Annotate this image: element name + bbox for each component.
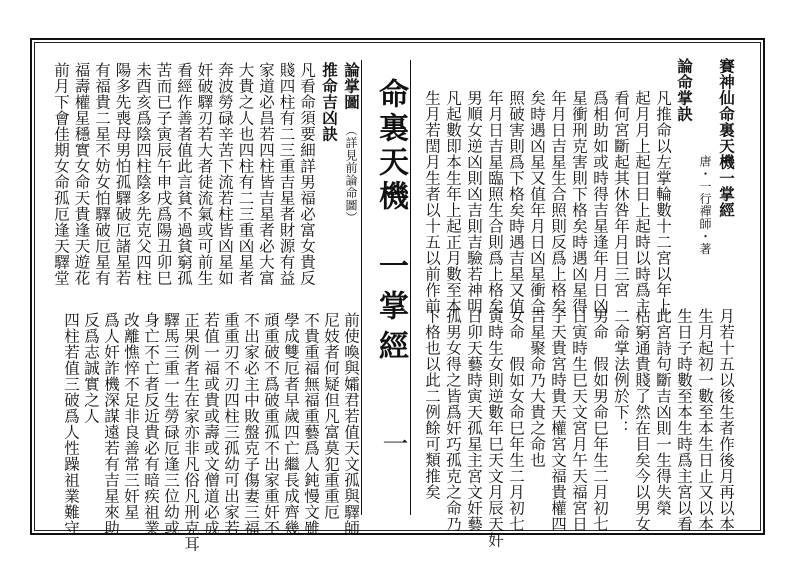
- text-line: 男命 假如男命巳年生二月初七: [591, 308, 609, 532]
- text-line: 福壽權星穩實女命天貴逢天遊花: [72, 62, 91, 286]
- text-line: 年月日吉星生合照則反爲上格矣: [549, 90, 567, 314]
- section-note: （詳見前論命圖）: [344, 124, 358, 224]
- section-heading: 論掌圖: [342, 62, 361, 110]
- text-line: 前月下會佳期女命孤厄逢天驛堂: [52, 62, 70, 286]
- text-line: 凡起數即本生年上起正月數至本: [444, 90, 462, 314]
- text-line: 不貴重福無福重藝爲人鈍慢文雖: [302, 312, 320, 536]
- book-title: 賽神仙命裏天機一掌經: [717, 58, 736, 218]
- text-line: 生月若閏月生者以十五以前作前: [423, 90, 441, 314]
- text-line: 反爲志誠實之人: [82, 312, 100, 424]
- text-line: 正果例者生在家亦非凡俗凡刑克耳: [182, 312, 200, 552]
- text-line: 年月日吉星臨照生合則爲上格矣: [486, 90, 504, 314]
- text-line: 此宮詩句斷吉凶則一生得失榮: [654, 308, 672, 516]
- text-line: 四柱若值三破爲人性躁祖業難守: [62, 312, 80, 536]
- text-line: 星衝刑克害則下格矣時遇凶星得: [570, 90, 588, 314]
- text-line: 未酉亥爲陰四柱陰多先克父四柱: [134, 62, 152, 286]
- text-line: 大貴之人也四柱有二三重凶星者: [236, 62, 255, 286]
- text-line: 凡看命須要細詳男福必富女貴反: [298, 62, 316, 286]
- text-line: 凡推命以左掌輪數十二宮以年上: [654, 90, 672, 314]
- text-line: 男順女逆凶則凶吉則吉驗若神明: [465, 90, 483, 314]
- text-line: 若值一福或貴或壽或文僧道必成: [202, 312, 220, 536]
- text-line: 照破害則爲下格矣時遇吉星又值: [507, 90, 525, 314]
- text-line: 苦而已子寅辰午申戌爲陽丑卯巳: [154, 62, 173, 286]
- text-line: 生月起初一數至本生日止又以本: [696, 308, 714, 532]
- text-line: 賤四柱有二三重吉星者財源有益: [277, 62, 296, 286]
- text-line: 頑重破不爲破重孤不出家重奸不: [262, 312, 280, 536]
- text-line: 有福貴二星不妨女怕驛破厄星有: [93, 62, 111, 286]
- text-line: 尼妓者何疑但凡富莫犯重重厄: [322, 312, 340, 520]
- text-line: 生日子時數至本生時爲主宮以看: [675, 308, 693, 532]
- text-line: 不出家必主中敗盤克子傷妻三福: [242, 312, 260, 536]
- text-line: 子天貴宮時貴天權宮文福貴權四: [549, 308, 567, 532]
- text-line: 重重刃不刃四柱三孤幼可出家若: [222, 312, 240, 536]
- spine-subtitle: 一掌經: [373, 250, 408, 370]
- text-line: 起月月上起日日上起時以時爲主: [633, 90, 651, 314]
- text-line: 下格也以此二例餘可類推矣: [423, 308, 441, 500]
- spine-title: 命裏天機: [373, 78, 408, 214]
- text-line: 爲人奸詐機深謀遠若有吉星來助: [102, 312, 120, 536]
- text-line: 寅時生女則逆數年巳天文月辰天奸: [486, 308, 504, 548]
- text-line: 爲相助如或時得吉星逢年月日凶: [591, 90, 609, 314]
- section-heading: 推命吉凶訣: [320, 62, 339, 142]
- text-line: 吉星聚命乃大貴之命也: [528, 308, 546, 468]
- section-heading: 論命掌訣: [675, 58, 694, 122]
- text-line: 奔波勞碌辛苦下流若柱皆凶星如: [216, 62, 234, 286]
- text-line: 孤男女得之皆爲奸巧孤克之命乃: [444, 308, 462, 532]
- text-line: 陽多先喪母男怕孤驛破厄諸星若: [113, 62, 132, 286]
- text-line: 家道必昌若四柱皆吉星者必大富: [257, 62, 275, 286]
- text-line: 二命掌法例於下：: [612, 308, 630, 436]
- text-line: 改離憔悴不足非良善常三奸星: [122, 312, 140, 520]
- text-line: 女命 假如女命巳年生二月初七: [507, 308, 525, 532]
- text-line: 奸破驛刃若大者徒流氣或可前生: [195, 62, 214, 286]
- text-line: 月若十五以後生者作後月再以本: [717, 308, 735, 532]
- spine-page-number: 一: [378, 430, 408, 456]
- text-line: 身亡不亡者反近貴必有暗疾祖業: [142, 312, 160, 536]
- text-line: 日寅時生巳天文宮月午天福宮日: [570, 308, 588, 532]
- text-line: 看經作善者值此言貧不過貧窮孤: [175, 62, 193, 286]
- text-line: 驛馬三重一生勞碌厄逢三位幼或: [162, 312, 180, 536]
- text-line: 前使喚與孀君若值天文孤與驛師: [342, 312, 360, 536]
- text-line: 學成雙厄者早歲四亡繼長成齊幾: [282, 312, 300, 536]
- text-line: 矣時遇凶星又值年月日凶星衝合: [528, 90, 546, 314]
- text-line: 看何宮斷起其休咎年月日三宮: [612, 90, 630, 298]
- text-line: 日卯天藝時寅天孤星主宮文奸藝: [465, 308, 483, 532]
- author-line: 唐・一行禪師・著: [698, 155, 712, 255]
- text-line: 枯窮通貴賤了然在目矣今以男女: [633, 308, 651, 532]
